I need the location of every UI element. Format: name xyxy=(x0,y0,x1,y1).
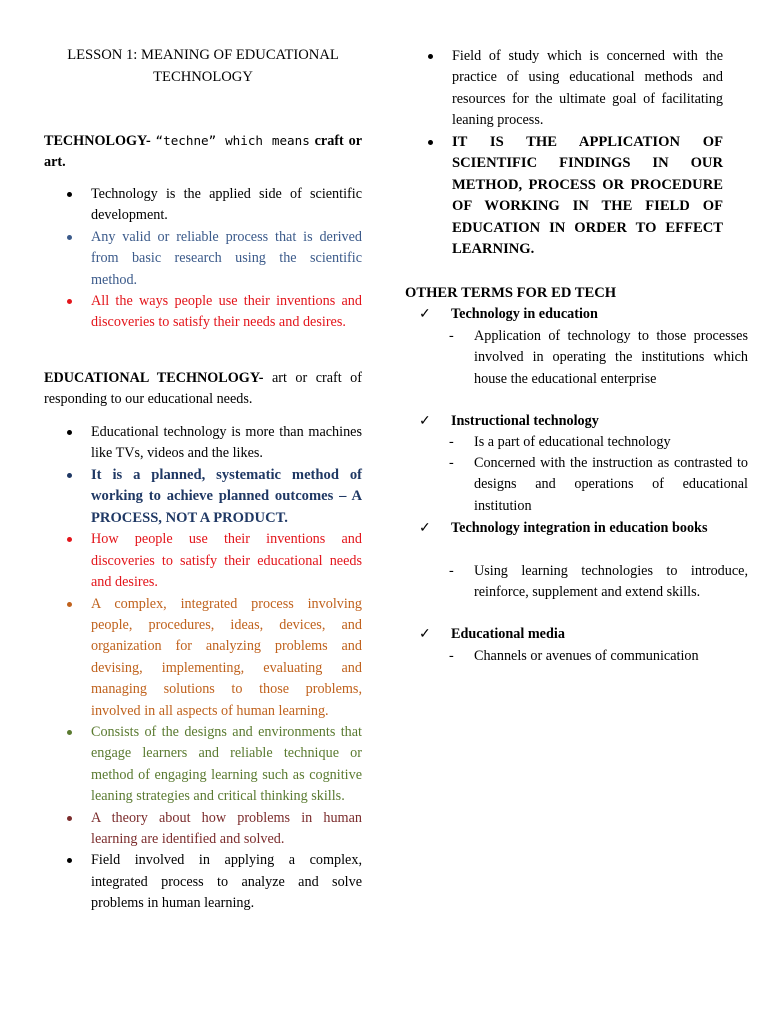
bullet-icon xyxy=(67,816,72,821)
term-detail: - Using learning technologies to introduce, reinforce, supplement and extend skills. xyxy=(449,563,748,601)
dash-icon: - xyxy=(449,455,454,471)
dash-icon: - xyxy=(449,328,454,344)
other-terms-heading: OTHER TERMS FOR ED TECH xyxy=(405,285,617,301)
dash-icon: - xyxy=(449,434,454,450)
term-educational-media: ✓ Educational media xyxy=(419,624,723,645)
dash-icon: - xyxy=(449,563,454,579)
term-instructional-technology: ✓ Instructional technology xyxy=(419,411,723,432)
list-item: Technology is the applied side of scientific development. xyxy=(44,184,362,227)
edtech-term: EDUCATIONAL TECHNOLOGY- xyxy=(44,370,264,386)
bullet-icon xyxy=(67,730,72,735)
term-detail: - Channels or avenues of communication xyxy=(449,646,748,667)
list-item: Educational technology is more than machines like TVs, videos and the likes. xyxy=(44,422,362,465)
checkmark-icon: ✓ xyxy=(419,413,431,429)
bullet-icon xyxy=(428,54,433,59)
edtech-definition: art or craft of responding to our educational needs. xyxy=(44,370,363,408)
technology-bullet-list xyxy=(44,184,362,334)
lesson-title xyxy=(44,45,362,88)
bullet-icon xyxy=(67,235,72,240)
technology-term: TECHNOLOGY- xyxy=(44,133,151,149)
educational-technology-definition xyxy=(44,368,362,411)
checkmark-icon: ✓ xyxy=(419,306,431,322)
bullet-icon xyxy=(428,140,433,145)
list-item: A complex, integrated process involving people, procedures, ideas, devices, and organization for analyzing problems and devising, implementing, evaluating and managing solutions to those problems, involved in all aspects of human learning. xyxy=(44,594,362,722)
list-item: It is a planned, systematic method of working to achieve planned outcomes – A PROCESS, NOT A PRODUCT. xyxy=(44,465,362,530)
technology-meaning: craft or art. xyxy=(44,133,362,171)
bullet-icon xyxy=(67,192,72,197)
term-detail: - Concerned with the instruction as contrasted to designs and operations of educational institution xyxy=(449,455,748,514)
list-item: Any valid or reliable process that is derived from basic research using the scientific method. xyxy=(44,227,362,291)
bullet-icon xyxy=(67,299,72,304)
bullet-icon xyxy=(67,537,72,542)
list-item: Field involved in applying a complex, integrated process to analyze and solve problems in human learning. xyxy=(44,850,362,914)
term-detail: - Is a part of educational technology xyxy=(449,432,748,453)
bullet-icon xyxy=(67,602,72,607)
list-item: Consists of the designs and environments that engage learners and reliable technique or method of engaging learning such as cognitive leaning strategies and critical thinking skills. xyxy=(44,722,362,808)
term-detail: - Application of technology to those processes involved in operating the institutions which house the educational enterprise xyxy=(449,328,748,387)
bullet-icon xyxy=(67,430,72,435)
technology-definition xyxy=(44,130,362,174)
term-technology-integration: ✓ Technology integration in education books xyxy=(419,518,723,539)
term-technology-in-education: ✓ Technology in education xyxy=(419,304,723,325)
edtech-bullet-list xyxy=(44,422,362,915)
dash-icon: - xyxy=(449,648,454,664)
list-item: All the ways people use their inventions and discoveries to satisfy their needs and desires. xyxy=(44,291,362,334)
list-item: IT IS THE APPLICATION OF SCIENTIFIC FINDINGS IN OUR METHOD, PROCESS OR PROCEDURE OF WORKING IN THE FIELD OF EDUCATION IN ORDER TO EFFECT LEARNING. xyxy=(405,132,723,261)
lesson-title-line1: LESSON 1: MEANING OF EDUCATIONAL xyxy=(67,47,339,63)
bullet-icon xyxy=(67,473,72,478)
lesson-title-line2: TECHNOLOGY xyxy=(153,68,253,85)
list-item: How people use their inventions and discoveries to satisfy their educational needs and desires. xyxy=(44,529,362,593)
list-item: A theory about how problems in human learning are identified and solved. xyxy=(44,808,362,851)
technology-quote: “techne” which means xyxy=(155,133,310,148)
checkmark-icon: ✓ xyxy=(419,520,431,536)
list-item: Field of study which is concerned with the practice of using educational methods and resources for the ultimate goal of facilitating leaning process. xyxy=(405,46,723,132)
bullet-icon xyxy=(67,858,72,863)
right-bullet-list xyxy=(405,46,723,261)
checkmark-icon: ✓ xyxy=(419,626,431,642)
